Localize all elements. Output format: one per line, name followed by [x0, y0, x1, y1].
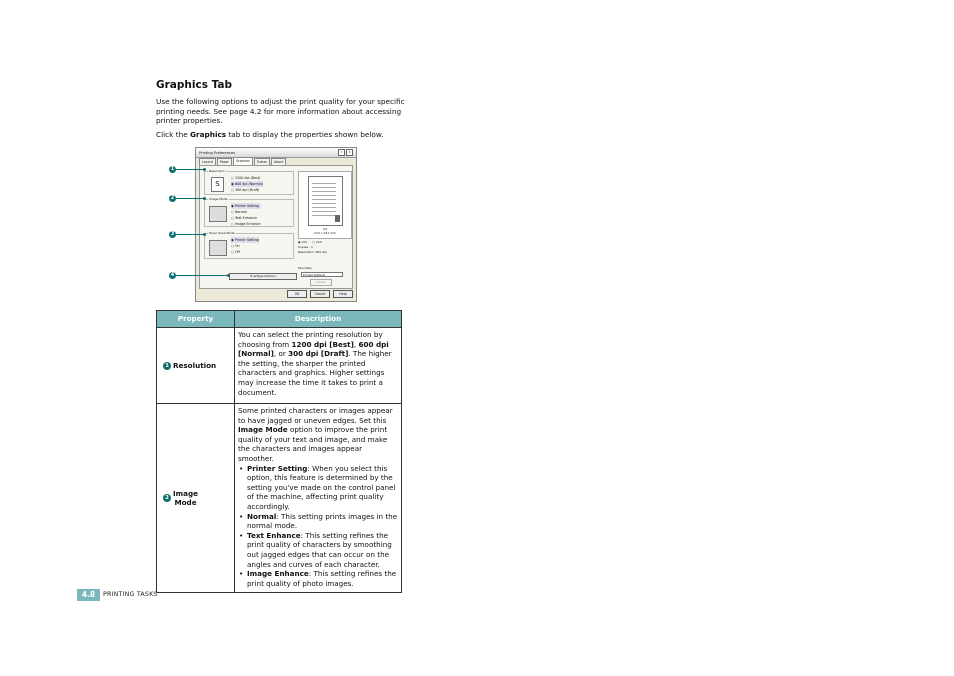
- callout-1: 1: [170, 166, 175, 172]
- radio-toner-printer-setting[interactable]: ◉ Printer Setting: [231, 237, 259, 243]
- resolution-icon: S: [211, 177, 224, 192]
- image-mode-list: [238, 464, 398, 589]
- list-item: • Text Enhance: This setting refines the print quality of characters by smoothing out jagged edges that can occur on the angles and curves of each character.: [247, 531, 398, 569]
- dialog-buttons: [287, 290, 353, 298]
- tab-about[interactable]: About: [271, 158, 286, 165]
- col-description-header: Description: [235, 311, 402, 328]
- callout-4: 4: [170, 272, 175, 278]
- toner-save-group-label: Toner Save Mode: [209, 231, 235, 235]
- description-image-mode: Some printed characters or images appear to have jagged or uneven edges. Set this Image Mode option to improve the print quality of your text and image, and make the characters and images appear smoother. • Printer Setting: When you select this option, this feature is determined by the setting you've made on the control panel of the machine, affecting print quality accordingly. • Normal: This setting prints images in the normal mode. • Text Enhance: This setting refines the print quality of characters by smoothing out jagged edges that can occur on the angles and curves of each character. • Image Enhance: This setting refines the print quality of photo images.: [235, 404, 402, 593]
- favorites-select[interactable]: Printer Default: [301, 272, 343, 277]
- help-button[interactable]: Help: [333, 290, 353, 298]
- units-info: [298, 240, 350, 255]
- section-title: PRINTING TASKS: [103, 591, 158, 598]
- callout-badge-1: 1: [163, 362, 171, 370]
- favorites-group: [298, 266, 350, 286]
- radio-600dpi[interactable]: ◉ 600 dpi (Normal): [231, 181, 263, 187]
- image-mode-group-label: Image Mode: [209, 197, 228, 201]
- copies-info: Copies : 1: [298, 245, 313, 249]
- radio-toner-on[interactable]: ○ On: [231, 243, 259, 249]
- section-heading: Graphics Tab: [156, 79, 233, 91]
- favorites-label: Favorites: [298, 266, 312, 270]
- description-resolution: You can select the printing resolution by choosing from 1200 dpi [Best], 600 dpi [Normal], or 300 dpi [Draft]. The higher the setting, the sharper the printed characters and graphics. Higher settings may increase the time it takes to print a document.: [235, 328, 402, 404]
- callout-line-3: [176, 234, 204, 235]
- property-image-mode: 2Image Mode: [157, 404, 235, 593]
- callout-line-2: [176, 198, 204, 199]
- delete-button[interactable]: Delete: [310, 279, 332, 286]
- page-preview: [298, 171, 352, 239]
- radio-inch[interactable]: ○ inch: [312, 240, 323, 244]
- dialog-tabs: [199, 158, 287, 165]
- truetype-options-button[interactable]: TrueType Options: [229, 273, 297, 280]
- printing-preferences-dialog: [195, 147, 357, 302]
- tab-layout[interactable]: Layout: [199, 158, 216, 165]
- cancel-button[interactable]: Cancel: [310, 290, 330, 298]
- click-instruction: [156, 130, 406, 140]
- resolution-group: [204, 171, 294, 195]
- radio-toner-off[interactable]: ○ Off: [231, 249, 259, 255]
- preview-dim: 210 x 297 mm: [314, 231, 336, 235]
- page-number: 4.8: [77, 589, 100, 601]
- radio-image-enhance[interactable]: ○ Image Enhance: [231, 221, 261, 227]
- callout-line-1: [176, 169, 204, 170]
- toner-save-group: [204, 233, 294, 259]
- radio-printer-setting[interactable]: ◉ Printer Setting: [231, 203, 261, 209]
- callout-2: 2: [170, 195, 175, 201]
- intro-paragraph: Use the following options to adjust the print quality for your specific printing needs. See page 4.2 for more information about accessing printer properties.: [156, 97, 405, 126]
- tab-graphics[interactable]: Graphics: [233, 157, 253, 165]
- table-row-image-mode: [157, 404, 402, 593]
- page-thumbnail: [308, 176, 343, 226]
- radio-normal[interactable]: ○ Normal: [231, 209, 261, 215]
- ok-button[interactable]: OK: [287, 290, 307, 298]
- preview-size: A4: [323, 227, 327, 231]
- list-item: • Image Enhance: This setting refines the print quality of photo images.: [247, 569, 398, 588]
- list-item: • Printer Setting: When you select this option, this feature is determined by the setting you've made on the control panel of the machine, affecting print quality accordingly.: [247, 464, 398, 512]
- help-title-button[interactable]: ?: [338, 149, 345, 156]
- close-title-button[interactable]: X: [346, 149, 353, 156]
- click-post: tab to display the properties shown below.: [226, 130, 384, 139]
- table-header-row: [157, 311, 402, 328]
- dialog-titlebar: [196, 148, 356, 158]
- tab-paper[interactable]: Paper: [217, 158, 232, 165]
- image-mode-group: [204, 199, 294, 227]
- radio-text-enhance[interactable]: ○ Text Enhance: [231, 215, 261, 221]
- toner-printer-icon: [209, 240, 227, 256]
- click-pre: Click the: [156, 130, 191, 139]
- property-resolution: 1 Resolution: [157, 328, 235, 404]
- radio-300dpi[interactable]: ○ 300 dpi (Draft): [231, 187, 263, 193]
- resolution-info: Resolution: 600 dpi: [298, 250, 327, 254]
- radio-1200dpi[interactable]: ○ 1200 dpi (Best): [231, 175, 263, 181]
- list-item: • Normal: This setting prints images in the normal mode.: [247, 512, 398, 531]
- callout-badge-2: 2: [163, 494, 171, 502]
- printer-icon: [209, 206, 227, 222]
- table-row-resolution: [157, 328, 402, 404]
- property-table: [156, 310, 402, 593]
- resolution-group-label: Resolution: [209, 169, 225, 173]
- callout-line-4: [176, 275, 228, 276]
- tab-extras[interactable]: Extras: [254, 158, 270, 165]
- graphics-panel: [199, 165, 353, 289]
- callout-3: 3: [170, 231, 175, 237]
- col-property-header: Property: [157, 311, 235, 328]
- dialog-title: Printing Preferences: [199, 150, 236, 155]
- click-bold: Graphics: [190, 130, 227, 139]
- radio-mm[interactable]: ◉ mm: [298, 240, 308, 244]
